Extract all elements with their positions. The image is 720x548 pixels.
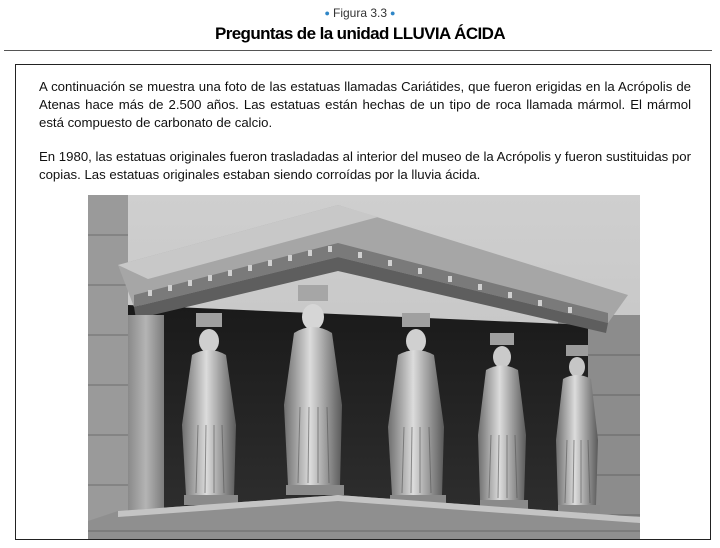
title-divider xyxy=(4,50,712,51)
bullet-dot-icon: ● xyxy=(324,8,330,18)
content-panel xyxy=(15,64,711,540)
history-paragraph: En 1980, las estatuas originales fueron trasladadas al interior del museo de la Acrópolis y fueron sustituidas por copias. Las estatuas originales estaban siendo corroídas por la lluvia ácida. xyxy=(39,149,691,182)
figure-caption xyxy=(0,6,720,20)
unit-title: Preguntas de la unidad LLUVIA ÁCIDA xyxy=(214,24,506,43)
bullet-dot-icon: ● xyxy=(390,8,396,18)
caryatids-photo xyxy=(88,195,640,539)
figure-number: Figura 3.3 xyxy=(332,6,388,20)
intro-paragraph: A continuación se muestra una foto de las estatuas llamadas Cariátides, que fueron erigidas en la Acrópolis de Atenas hace más de 2.500 años. Las estatuas están hechas de un tipo de roca llamada mármol. El mármol está compuesto de carbonato de calcio. xyxy=(39,79,691,130)
